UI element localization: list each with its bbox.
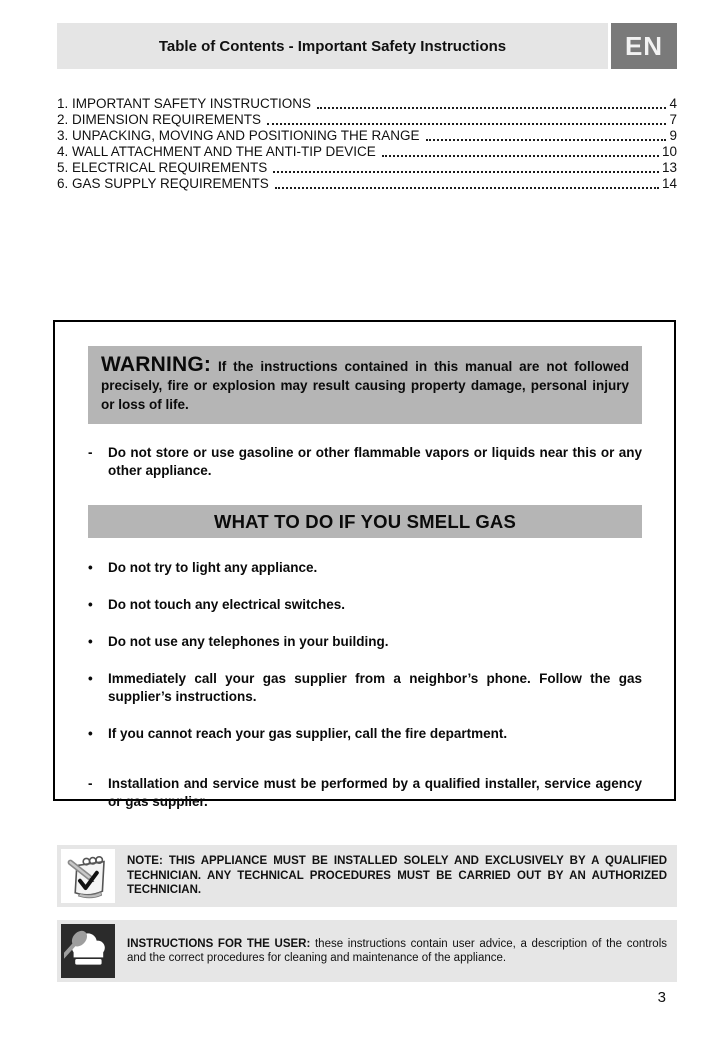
note-user [57,920,677,982]
bullet-item-text: Do not touch any electrical switches. [108,597,346,612]
note-body: THIS APPLIANCE MUST BE INSTALLED SOLELY AND EXCLUSIVELY BY A QUALIFIED TECHNICIAN. ANY TECHNICAL PROCEDURES MUST BE CARRIED OUT BY AN AUTHORIZED TECHNICIAN. [127,855,667,897]
bullet-marker: • [88,597,93,612]
toc-row [57,160,677,176]
note-installer [57,845,677,907]
bullet-item-text: If you cannot reach your gas supplier, call the fire department. [108,726,508,741]
dash-marker: - [88,445,93,460]
bullet-marker: • [88,726,93,741]
note-label: INSTRUCTIONS FOR THE USER: [127,937,311,950]
dash-marker: - [88,776,93,791]
warning-box [53,320,676,809]
bullet-item [88,725,642,743]
bullet-marker: • [88,634,93,649]
toc-dot-leader [275,187,659,189]
bullet-item [88,633,642,651]
warning-dash-item [88,775,642,811]
toc-page-number: 4 [669,96,677,111]
note-user-text [119,929,677,974]
language-badge: EN [611,23,677,69]
page-number: 3 [657,989,666,1006]
toc-entry-label: 2. DIMENSION REQUIREMENTS [57,112,262,127]
warning-label: WARNING: [101,353,212,376]
smell-gas-banner: WHAT TO DO IF YOU SMELL GAS [88,505,642,538]
toc-row [57,128,677,144]
bullet-item [88,559,642,577]
toc-row [57,144,677,160]
toc-row [57,112,677,128]
toc-entry-label: 3. UNPACKING, MOVING AND POSITIONING THE RANGE [57,128,420,143]
warning-text: If the instructions contained in this manual are not followed precisely, fire or explosion may result causing property damage, personal injury or loss of life. [101,359,629,412]
note-label: NOTE: [127,855,163,868]
dash-item-text: Do not store or use gasoline or other flammable vapors or liquids near this or any other appliance. [108,445,642,478]
toc-entry-label: 4. WALL ATTACHMENT AND THE ANTI-TIP DEVICE [57,144,376,159]
toc-page-number: 7 [669,112,677,127]
table-of-contents [57,96,677,192]
toc-page-number: 14 [661,176,677,191]
bullet-item [88,670,642,706]
smell-gas-bullet-list [88,559,642,743]
toc-row [57,176,677,192]
header-title-bar [57,23,608,69]
toc-dot-leader [426,139,667,141]
bullet-marker: • [88,560,93,575]
toc-dot-leader [317,107,666,109]
toc-dot-leader [382,155,659,157]
page-title: Table of Contents - Important Safety Instructions [158,37,507,55]
chef-hat-spoon-icon [61,924,115,978]
warning-dash-item [88,444,642,480]
toc-entry-label: 5. ELECTRICAL REQUIREMENTS [57,160,268,175]
toc-row [57,96,677,112]
bullet-item-text: Do not try to light any appliance. [108,560,318,575]
toc-entry-label: 6. GAS SUPPLY REQUIREMENTS [57,176,269,191]
note-body: these instructions contain user advice, a description of the controls and the correct procedures for cleaning and maintenance of the appliance. [127,937,668,964]
page-header [57,23,677,69]
toc-dot-leader [273,171,659,173]
bullet-item-text: Do not use any telephones in your building. [108,634,389,649]
toc-page-number: 13 [661,160,677,175]
notepad-pencil-check-icon [61,849,115,903]
toc-entry-label: 1. IMPORTANT SAFETY INSTRUCTIONS [57,96,312,111]
note-installer-text [119,846,677,906]
bullet-marker: • [88,671,93,686]
toc-page-number: 9 [669,128,677,143]
bullet-item [88,596,642,614]
dash-item-text: Installation and service must be performed by a qualified installer, service agency or gas supplier. [108,776,642,809]
toc-page-number: 10 [661,144,677,159]
bullet-item-text: Immediately call your gas supplier from a neighbor’s phone. Follow the gas supplier’s instructions. [108,671,642,704]
toc-dot-leader [267,123,666,125]
warning-statement [88,346,642,424]
manual-page [0,23,724,1047]
